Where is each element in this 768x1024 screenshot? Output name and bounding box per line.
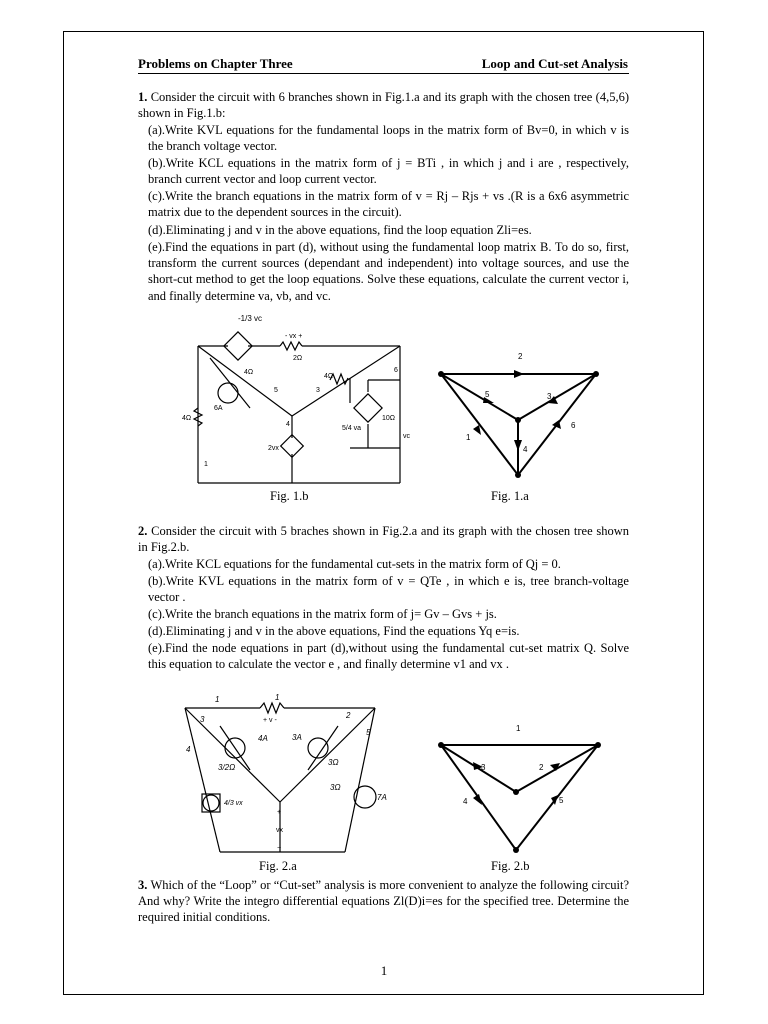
circuit2-src-3a: 3A [292, 733, 302, 742]
problem-2-intro: 2. Consider the circuit with 5 braches shown in Fig.2.a and its graph with the chosen tree shown in Fig.2.b. [138, 524, 629, 555]
figure-2b-caption: Fig. 2.b [491, 859, 530, 873]
problem-2-part-c: (c).Write the branch equations in the matrix form of j= Gv – Gvs + js. [148, 607, 497, 621]
circuit1-b6: 6 [394, 367, 398, 374]
circuit2-b3: 3 [200, 715, 205, 724]
figure-2b-graph [436, 725, 606, 865]
problem-1-part-a: (a).Write KVL equations for the fundamental loops in the matrix form of Bv=0, in which v is the branch voltage vector. [148, 123, 629, 154]
graph1-label-1: 1 [466, 433, 471, 442]
circuit1-dep-bot: 2vx [268, 445, 279, 452]
figure-1b-caption: Fig. 1.b [270, 489, 309, 503]
circuit2-vx: vx [276, 827, 283, 834]
circuit1-dep-top: -1/3 vc [238, 314, 263, 323]
graph2-label-5: 5 [559, 796, 564, 805]
problem-2-part-a: (a).Write KCL equations for the fundamental cut-sets in the matrix form of Qj = 0. [148, 557, 561, 571]
page-number: 1 [380, 963, 388, 978]
problem-2-part-e: (e).Find the node equations in part (d),without using the fundamental cut-set matrix Q. Solve this equation to calculate the vector e , and finally determine v1 and vx . [148, 641, 629, 672]
circuit1-r-top: 2Ω [293, 355, 303, 362]
circuit2-r-3b: 3Ω [330, 783, 341, 792]
problem-1-part-c: (c).Write the branch equations in the matrix form of v = Rj – Rjs + vs .(R is a 6x6 asymmetric matrix due to the dependent sources in the circuit). [148, 189, 629, 220]
circuit1-b4: 4 [286, 421, 290, 428]
figure-2a-caption: Fig. 2.a [259, 859, 297, 873]
circuit2-vx-plus: + [277, 809, 282, 816]
header-chapter: Problems on Chapter Three [138, 56, 293, 71]
circuit2-vx-minus: − [277, 845, 282, 852]
circuit1-r-right: 10Ω [382, 415, 396, 422]
figure-1b-circuit [170, 308, 420, 498]
figure-1a-graph [436, 345, 606, 485]
circuit1-vx: - vx + [285, 333, 303, 340]
circuit2-b4: 4 [186, 745, 191, 754]
graph1-label-3: 3 [547, 392, 552, 401]
circuit2-b5: 5 [366, 728, 371, 737]
graph1-label-4: 4 [523, 445, 528, 454]
circuit1-src-6a: 6A [214, 405, 223, 412]
circuit1-vc: vc [403, 433, 410, 440]
graph2-label-3: 3 [481, 763, 486, 772]
graph2-label-1: 1 [516, 724, 521, 733]
circuit2-b1-left: 1 [215, 695, 220, 704]
circuit1-b5: 5 [274, 387, 278, 394]
graph1-label-5: 5 [485, 390, 490, 399]
problem-2-part-d: (d).Eliminating j and v in the above equations, Find the equations Yq e=is. [148, 624, 520, 638]
circuit2-b2: 2 [346, 711, 351, 720]
circuit1-dep-mid: 5/4 va [342, 425, 362, 432]
circuit1-b3: 3 [316, 387, 320, 394]
circuit2-r-3: 3Ω [328, 758, 339, 767]
circuit1-r-left: 4Ω [182, 415, 192, 422]
figure-2a-circuit [180, 690, 390, 860]
graph1-label-6: 6 [571, 421, 576, 430]
circuit1-b1: 1 [204, 461, 208, 468]
graph2-label-2: 2 [539, 763, 544, 772]
problem-1-part-b: (b).Write KCL equations in the matrix form of j = BTi , in which j and i are , respectively, branch current vector and loop current vector. [148, 156, 629, 187]
header-rule [138, 73, 629, 74]
problem-1-part-e: (e).Find the equations in part (d), without using the fundamental loop matrix B. To do so, first, transform the current sources (dependant and independent) into voltage sources, and use the short-cut method to get the loop equations. Solve these equations, calculate the current vector i, and finally determine va, vb, and vc. [148, 240, 629, 303]
problem-1-intro: 1. Consider the circuit with 6 branches shown in Fig.1.a and its graph with the chosen tree (4,5,6) shown in Fig.1.b: [138, 90, 629, 121]
circuit2-src-4a: 4A [258, 734, 268, 743]
problem-2-part-b: (b).Write KVL equations in the matrix form of v = QTe , in which e is, tree branch-voltage vector . [148, 574, 629, 605]
header-topic: Loop and Cut-set Analysis [481, 56, 628, 71]
circuit2-b1: 1 [275, 693, 280, 702]
circuit2-v: + v - [263, 717, 277, 724]
circuit1-r-mid: 4Ω [324, 373, 334, 380]
figure-1a-caption: Fig. 1.a [491, 489, 529, 503]
circuit2-r-32: 3/2Ω [218, 763, 236, 772]
graph1-label-2: 2 [518, 352, 523, 361]
problem-1-part-d: (d).Eliminating j and v in the above equations, find the loop equation Zli=es. [148, 223, 532, 237]
problem-3: 3. Which of the “Loop” or “Cut-set” analysis is more convenient to analyze the following circuit? And why? Write the integro differential equations Zl(D)i=es for the specified tree. Determine the required initial conditions. [138, 878, 629, 925]
circuit2-dep: 4/3 vx [224, 800, 243, 807]
circuit2-src-7a: 7A [377, 793, 387, 802]
graph2-label-4: 4 [463, 797, 468, 806]
circuit1-r-left-in: 4Ω [244, 369, 254, 376]
